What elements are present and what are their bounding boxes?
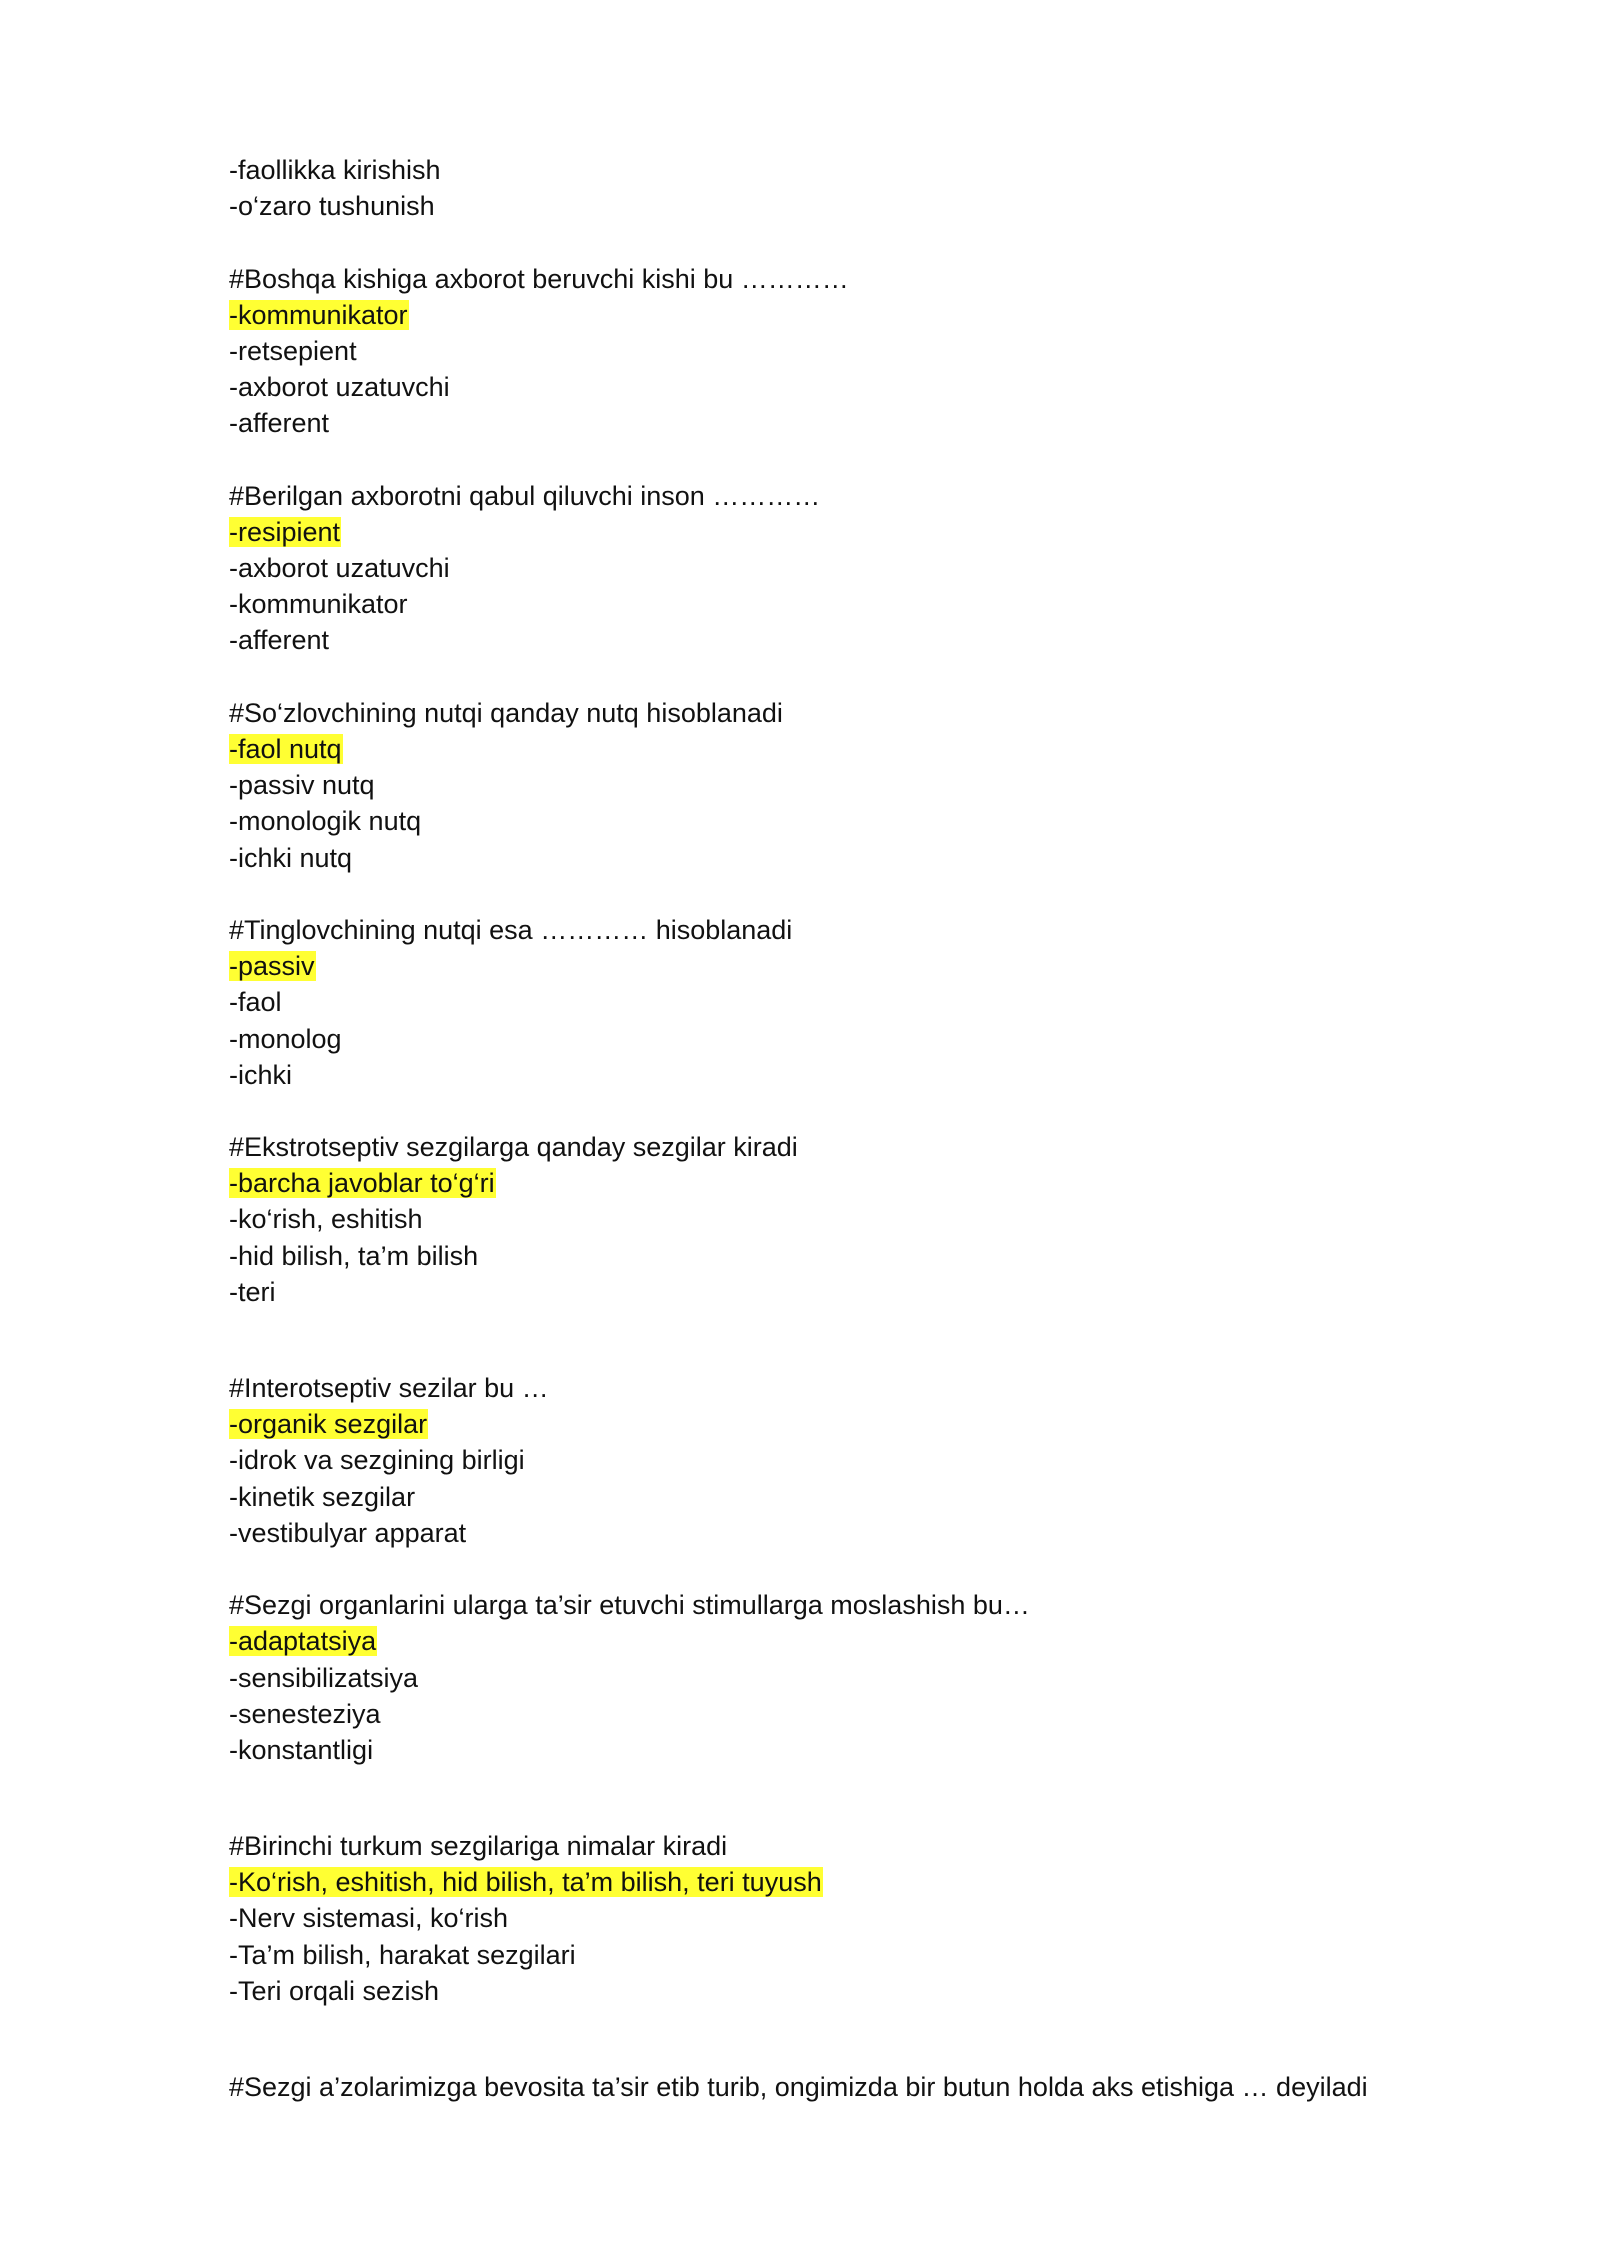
spacer bbox=[229, 1310, 1529, 1370]
correct-answer: -kommunikator bbox=[229, 299, 408, 330]
answer-option: -vestibulyar apparat bbox=[229, 1517, 467, 1548]
answer-option: -faol bbox=[229, 987, 282, 1018]
question-block bbox=[229, 912, 1529, 1093]
answer-option: -passiv nutq bbox=[229, 770, 375, 801]
answer-option: -monologik nutq bbox=[229, 806, 422, 837]
answer-option: -konstantligi bbox=[229, 1734, 374, 1765]
question-block bbox=[229, 695, 1529, 876]
answer-option: -monolog bbox=[229, 1023, 342, 1054]
question-text: #Birinchi turkum sezgilariga nimalar kiradi bbox=[229, 1831, 728, 1862]
answer-option: -axborot uzatuvchi bbox=[229, 553, 450, 584]
answer-option: -ichki nutq bbox=[229, 842, 353, 873]
spacer bbox=[229, 1551, 1529, 1587]
question-text: #Berilgan axborotni qabul qiluvchi inson ………… bbox=[229, 480, 821, 511]
answer-option: -ko‘rish, eshitish bbox=[229, 1204, 423, 1235]
correct-answer: -passiv bbox=[229, 951, 315, 982]
spacer bbox=[229, 1768, 1529, 1828]
question-block bbox=[229, 1129, 1529, 1310]
question-block bbox=[229, 1828, 1529, 2009]
question-text: #Sezgi organlarini ularga ta’sir etuvchi stimullarga moslashish bu… bbox=[229, 1590, 1030, 1621]
spacer bbox=[229, 1093, 1529, 1129]
spacer bbox=[229, 224, 1529, 260]
answer-option: -teri bbox=[229, 1276, 276, 1307]
correct-answer: -barcha javoblar to‘g‘ri bbox=[229, 1168, 495, 1199]
answer-option: -Nerv sistemasi, ko‘rish bbox=[229, 1903, 509, 1934]
correct-answer: -faol nutq bbox=[229, 734, 342, 764]
correct-answer: -organik sezgilar bbox=[229, 1409, 428, 1440]
answer-option: -Ta’m bilish, harakat sezgilari bbox=[229, 1939, 576, 1970]
spacer bbox=[229, 659, 1529, 695]
spacer bbox=[229, 2009, 1529, 2069]
answer-option: -Teri orqali sezish bbox=[229, 1975, 440, 2006]
answer-option: -axborot uzatuvchi bbox=[229, 372, 450, 403]
answer-option: -idrok va sezgining birligi bbox=[229, 1445, 525, 1476]
question-text: #Sezgi a’zolarimizga bevosita ta’sir etib turib, ongimizda bir butun holda aks etishiga … deyiladi bbox=[229, 2072, 1368, 2102]
answer-option: -sensibilizatsiya bbox=[229, 1662, 419, 1693]
correct-answer: -adaptatsiya bbox=[229, 1626, 377, 1657]
question-block bbox=[229, 1370, 1529, 1551]
answer-option: -kinetik sezgilar bbox=[229, 1481, 416, 1512]
answer-option: -afferent bbox=[229, 408, 330, 439]
correct-answer: -Ko‘rish, eshitish, hid bilish, ta’m bilish, teri tuyush bbox=[229, 1867, 822, 1898]
question-text: #So‘zlovchining nutqi qanday nutq hisoblanadi bbox=[229, 697, 783, 728]
answer-option: -kommunikator bbox=[229, 589, 408, 620]
question-block bbox=[229, 1587, 1529, 1768]
question-block bbox=[229, 261, 1529, 442]
spacer bbox=[229, 876, 1529, 912]
prelude-option: -faollikka kirishish bbox=[229, 155, 441, 185]
answer-option: -retsepient bbox=[229, 335, 357, 366]
question-text: #Interotseptiv sezilar bu … bbox=[229, 1373, 549, 1403]
question-text: #Boshqa kishiga axborot beruvchi kishi bu ………… bbox=[229, 263, 849, 294]
spacer bbox=[229, 442, 1529, 478]
answer-option: -senesteziya bbox=[229, 1698, 381, 1729]
answer-option: -afferent bbox=[229, 625, 330, 656]
question-block bbox=[229, 2069, 1529, 2105]
question-text: #Tinglovchining nutqi esa ………… hisoblanadi bbox=[229, 914, 793, 945]
prelude-option: -o‘zaro tushunish bbox=[229, 191, 435, 222]
answer-option: -hid bilish, ta’m bilish bbox=[229, 1240, 479, 1271]
document-body bbox=[229, 152, 1529, 2105]
answer-option: -ichki bbox=[229, 1059, 293, 1090]
question-text: #Ekstrotseptiv sezgilarga qanday sezgilar kiradi bbox=[229, 1132, 798, 1163]
question-block bbox=[229, 478, 1529, 659]
correct-answer: -resipient bbox=[229, 516, 341, 547]
